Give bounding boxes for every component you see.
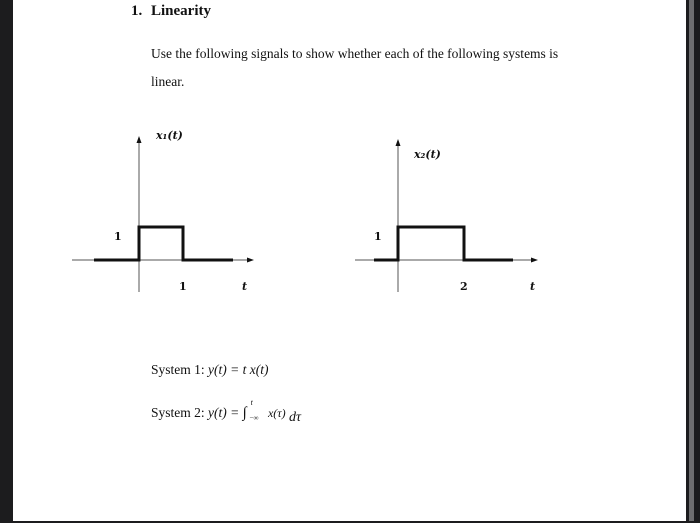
pulse-signal — [374, 227, 513, 260]
x-axis-arrow-icon — [531, 258, 538, 263]
instructions: Use the following signals to show whether each of the following systems is linear. — [151, 46, 559, 89]
graph-x1 — [72, 129, 254, 293]
signal-label: x₂(t) — [414, 148, 441, 161]
section-number: 1. — [131, 3, 143, 19]
integrand: x(τ) — [267, 406, 286, 420]
axis-label: t — [242, 280, 248, 293]
amplitude-label: 1 — [114, 230, 122, 243]
integral-lower-limit: −∞ — [249, 414, 259, 422]
tick-label: 2 — [460, 280, 468, 293]
y-axis-arrow-icon — [137, 136, 142, 143]
graph-x2 — [355, 139, 538, 293]
system-equation: y(t) = t x(t) — [208, 362, 269, 377]
signal-label: x₁(t) — [156, 129, 183, 142]
integral-sign: ∫ — [242, 405, 247, 421]
amplitude-label: 1 — [374, 230, 382, 243]
integral-upper-limit: t — [250, 398, 253, 407]
system-label: System 2: — [151, 405, 205, 420]
system-label: System 1: — [151, 362, 205, 377]
system-2 — [151, 398, 301, 425]
axis-label: t — [530, 280, 536, 293]
differential: dτ — [288, 410, 301, 425]
x-axis-arrow-icon — [247, 258, 254, 263]
system-1 — [151, 362, 268, 378]
section-title: Linearity — [151, 3, 211, 19]
system-equation-lhs: y(t) = — [208, 405, 243, 420]
tick-label: 1 — [179, 280, 187, 293]
y-axis-arrow-icon — [396, 139, 401, 146]
